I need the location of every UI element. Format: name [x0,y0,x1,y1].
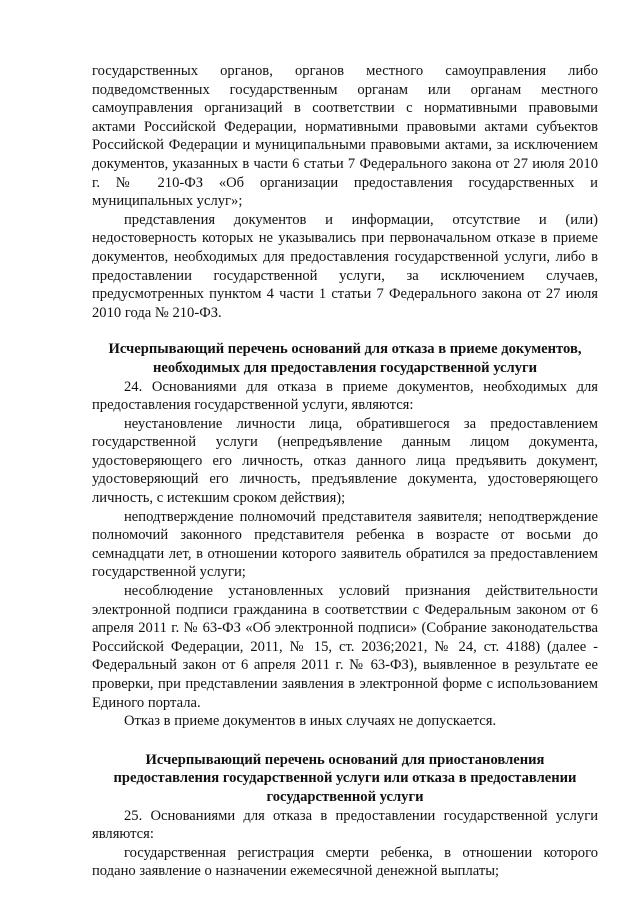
section-heading-refusal-acceptance: Исчерпывающий перечень оснований для отказа в приеме документов, необходимых для предоставления государственной услуги [108,341,582,376]
paragraph-e-signature: несоблюдение установленных условий признания действительности электронной подписи гражданина в соответствии с Федеральным законом от 6 апреля 2011 г. № 63-ФЗ «Об электронной подписи» (Собрание законодательства Российской Федерации, 2011, № 15, ст. 2036;2021, № 24, ст. 4188) (далее - Федеральный закон от 6 апреля 2011 г. № 63-ФЗ), выявленное в результате ее проверки, при представлении заявления в электронной форме с использованием Единого портала. [92,583,598,711]
paragraph-authority: неподтверждение полномочий представителя заявителя; неподтверждение полномочий законного представителя ребенка в возрасте от восьми до семнадцати лет, в отношении которого заявитель обратился за предоставлением государственной услуги; [92,508,598,581]
paragraph-other-cases: Отказ в приеме документов в иных случаях не допускается. [124,713,497,730]
paragraph-documents-info: представления документов и информации, отсутствие и (или) недостоверность которых не указывались при первоначальном отказе в приеме документов, необходимых для предоставления государственной услуги, либо в предоставлении государственной услуги, за исключением случаев, предусмотренных пунктом 4 части 1 статьи 7 Федерального закона от 27 июля 2010 года № 210-ФЗ. [92,211,598,321]
section-heading-refusal-service: Исчерпывающий перечень оснований для приостановления предоставления государственной услуги или отказа в предоставлении государственной услуги [113,751,577,805]
paragraph-item-25: 25. Основаниями для отказа в предоставлении государственной услуги являются: [92,807,598,843]
document-page [92,62,598,881]
paragraph-identity: неустановление личности лица, обратившегося за предоставлением государственной услуги (непредъявление данным лицом документа, удостоверяющего его личность, отказ данного лица предъявить документ, удостоверяющий его личность, предъявление документа, удостоверяющего личность, с истекшим сроком действия); [92,415,598,507]
paragraph-death-registration: государственная регистрация смерти ребенка, в отношении которого подано заявление о назначении ежемесячной денежной выплаты; [92,844,598,880]
paragraph-continuation: государственных органов, органов местного самоуправления либо подведомственных государственным органам или органам местного самоуправления организаций в соответствии с нормативными правовыми актами Российской Федерации, нормативными правовыми актами субъектов Российской Федерации и муниципальными правовыми актами, за исключением документов, указанных в части 6 статьи 7 Федерального закона от 27 июля 2010 г. № 210-ФЗ «Об организации предоставления государственных и муниципальных услуг»; [92,63,598,210]
paragraph-item-24: 24. Основаниями для отказа в приеме документов, необходимых для предоставления государственной услуги, являются: [92,378,598,414]
